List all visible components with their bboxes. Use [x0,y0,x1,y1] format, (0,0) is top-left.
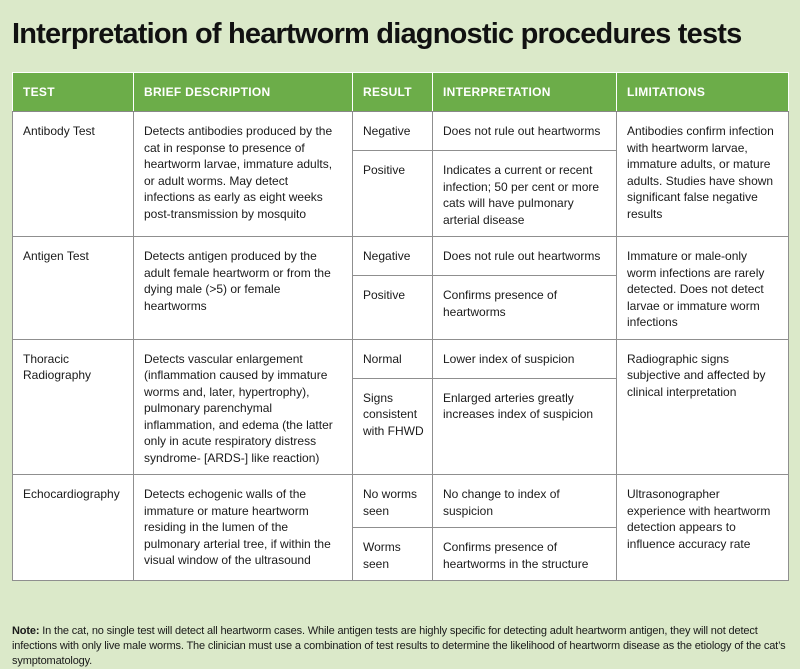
table-row [13,237,789,276]
interpretation-value: Enlarged arteries greatly increases index of suspicion [433,378,617,475]
header-test: TEST [13,73,134,112]
note-text: In the cat, no single test will detect all heartworm cases. While antigen tests are highly specific for detecting adult heartworm antigen, they will not detect infections with only live male worms. The clinician must use a combination of test results to determine the likelihood of heartworm disease as the etiology of the cat’s symptomatology. [12,625,786,667]
result-value: No worms seen [353,475,433,528]
test-description: Detects antigen produced by the adult female heartworm or from the dying male (>5) or female heartworms [134,237,353,340]
test-name: Antibody Test [13,112,134,237]
test-name: Thoracic Radiography [13,339,134,475]
diagnostic-table [12,72,789,581]
note-label: Note: [12,625,40,637]
result-value: Negative [353,112,433,151]
test-limitations: Antibodies confirm infection with heartworm larvae, immature adults, or mature adults. Studies have shown significant false negative results [617,112,789,237]
page-title: Interpretation of heartworm diagnostic procedures tests [12,18,742,50]
header-description: BRIEF DESCRIPTION [134,73,353,112]
result-value: Negative [353,237,433,276]
result-value: Positive [353,151,433,237]
test-description: Detects antibodies produced by the cat in response to presence of heartworm larvae, immature adults, or adult worms. May detect infections as early as eight weeks post-transmission by mosquito [134,112,353,237]
interpretation-value: No change to index of suspicion [433,475,617,528]
result-value: Normal [353,339,433,378]
test-description: Detects vascular enlargement (inflammation caused by immature worms and, later, hypertrophy), pulmonary parenchymal inflammation, and edema (the latter only in acute respiratory distress syndrome- [ARDS-] like reaction) [134,339,353,475]
table-row [13,112,789,151]
interpretation-value: Confirms presence of heartworms [433,276,617,340]
result-value: Positive [353,276,433,340]
interpretation-value: Does not rule out heartworms [433,237,617,276]
interpretation-value: Indicates a current or recent infection; 50 per cent or more cats will have pulmonary arterial disease [433,151,617,237]
test-limitations: Immature or male-only worm infections are rarely detected. Does not detect larvae or immature worm infections [617,237,789,340]
footnote [12,624,792,669]
test-limitations: Ultrasonographer experience with heartworm detection appears to influence accuracy rate [617,475,789,581]
interpretation-value: Confirms presence of heartworms in the structure [433,528,617,581]
header-limitations: LIMITATIONS [617,73,789,112]
header-interpretation: INTERPRETATION [433,73,617,112]
test-name: Antigen Test [13,237,134,340]
table-header-row [13,73,789,112]
interpretation-value: Does not rule out heartworms [433,112,617,151]
test-name: Echocardiography [13,475,134,581]
test-description: Detects echogenic walls of the immature or mature heartworm residing in the lumen of the pulmonary arterial tree, if within the visual window of the ultrasound [134,475,353,581]
table-row [13,475,789,528]
result-value: Signs consistent with FHWD [353,378,433,475]
interpretation-value: Lower index of suspicion [433,339,617,378]
result-value: Worms seen [353,528,433,581]
header-result: RESULT [353,73,433,112]
test-limitations: Radiographic signs subjective and affected by clinical interpretation [617,339,789,475]
table-row [13,339,789,378]
